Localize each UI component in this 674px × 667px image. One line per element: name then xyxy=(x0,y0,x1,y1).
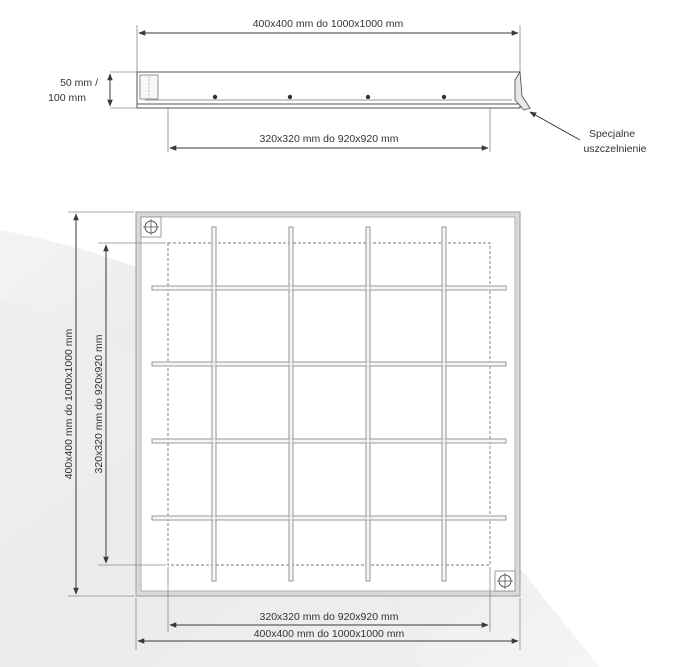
horizontal-bar xyxy=(152,362,506,366)
horizontal-bar xyxy=(152,516,506,520)
side-width-label: 400x400 mm do 1000x1000 mm xyxy=(252,18,404,30)
top-left-lock-icon xyxy=(141,217,161,237)
horizontal-bar xyxy=(152,439,506,443)
side-view xyxy=(48,18,647,155)
plan-outer-bottom-label: 400x400 mm do 1000x1000 mm xyxy=(253,628,405,640)
rebar-dot xyxy=(366,95,370,99)
rebar-dot xyxy=(213,95,217,99)
plan-outer-vertical-label: 400x400 mm do 1000x1000 mm xyxy=(63,328,75,480)
side-height-label-line1: 50 mm / xyxy=(60,77,98,89)
bottom-right-lock-icon xyxy=(495,571,515,591)
side-inner-label: 320x320 mm do 920x920 mm xyxy=(259,133,399,145)
horizontal-bar xyxy=(152,286,506,290)
side-height-label-line2: 100 mm xyxy=(48,92,86,104)
plan-view xyxy=(63,212,520,650)
seal-callout-line2: uszczelnienie xyxy=(583,143,647,155)
plan-inner-vertical-label: 320x320 mm do 920x920 mm xyxy=(93,334,105,474)
tray-profile xyxy=(137,72,520,108)
plan-inner-bottom-label: 320x320 mm do 920x920 mm xyxy=(259,611,399,623)
rebar-dot xyxy=(288,95,292,99)
rebar-dot xyxy=(442,95,446,99)
seal-callout-leader xyxy=(530,112,580,140)
seal-callout-line1: Specjalne xyxy=(588,128,636,140)
frame-inner xyxy=(141,217,515,591)
